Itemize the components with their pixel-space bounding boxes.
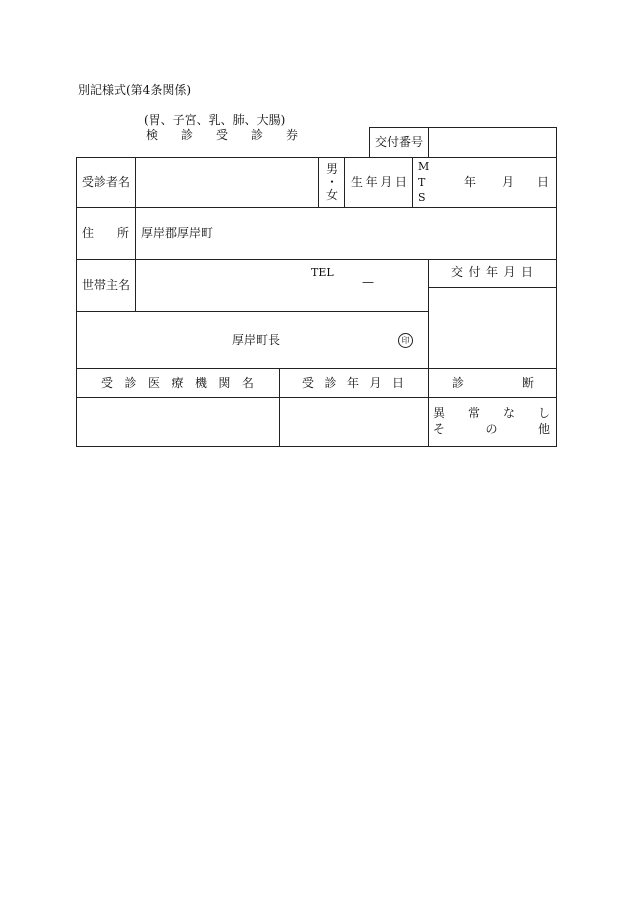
examinee-name-label: 受診者名 <box>82 175 131 189</box>
address-label: 住 所 <box>82 226 129 240</box>
era-showa-option[interactable]: S <box>418 191 426 204</box>
birth-year-unit: 年 <box>464 175 477 189</box>
gender-male-option[interactable]: 男 <box>326 162 339 176</box>
gender-separator: ・ <box>326 175 339 189</box>
issue-date-field[interactable] <box>430 289 554 366</box>
document-title: 検 診 受 診 券 <box>146 128 298 142</box>
tel-label: TEL <box>311 266 334 279</box>
clinic-name-header: 受 診 医 療 機 関 名 <box>101 376 254 390</box>
seal-mark: 印 <box>398 333 413 348</box>
result-other-option[interactable]: そ の 他 <box>433 422 550 436</box>
birth-month-unit: 月 <box>502 175 515 189</box>
form-label: 別記様式(第4条関係) <box>78 83 191 97</box>
era-taisho-option[interactable]: T <box>418 176 426 189</box>
issue-number-field[interactable] <box>430 129 554 155</box>
tel-dash: — <box>362 275 374 289</box>
address-value[interactable]: 厚岸郡厚岸町 <box>141 226 214 240</box>
visit-date-header: 受 診 年 月 日 <box>302 376 404 390</box>
exam-types-subtitle: (胃、子宮、乳、肺、大腸) <box>144 113 286 127</box>
householder-name-field[interactable] <box>137 261 307 309</box>
birth-day-unit: 日 <box>537 175 550 189</box>
era-meiji-option[interactable]: M <box>418 160 430 173</box>
visit-date-field[interactable] <box>281 399 426 444</box>
result-normal-option[interactable]: 異 常 な し <box>433 406 550 420</box>
issue-date-label: 交 付 年 月 日 <box>451 265 533 279</box>
examinee-name-field[interactable] <box>137 159 316 206</box>
birthdate-label: 生 年 月 日 <box>351 175 407 189</box>
mayor-label: 厚岸町長 <box>232 333 281 347</box>
householder-name-label: 世帯主名 <box>82 278 131 292</box>
gender-female-option[interactable]: 女 <box>326 188 339 202</box>
diagnosis-header: 診 断 <box>452 376 534 390</box>
issue-number-label: 交付番号 <box>375 135 424 149</box>
clinic-name-field[interactable] <box>78 399 277 444</box>
